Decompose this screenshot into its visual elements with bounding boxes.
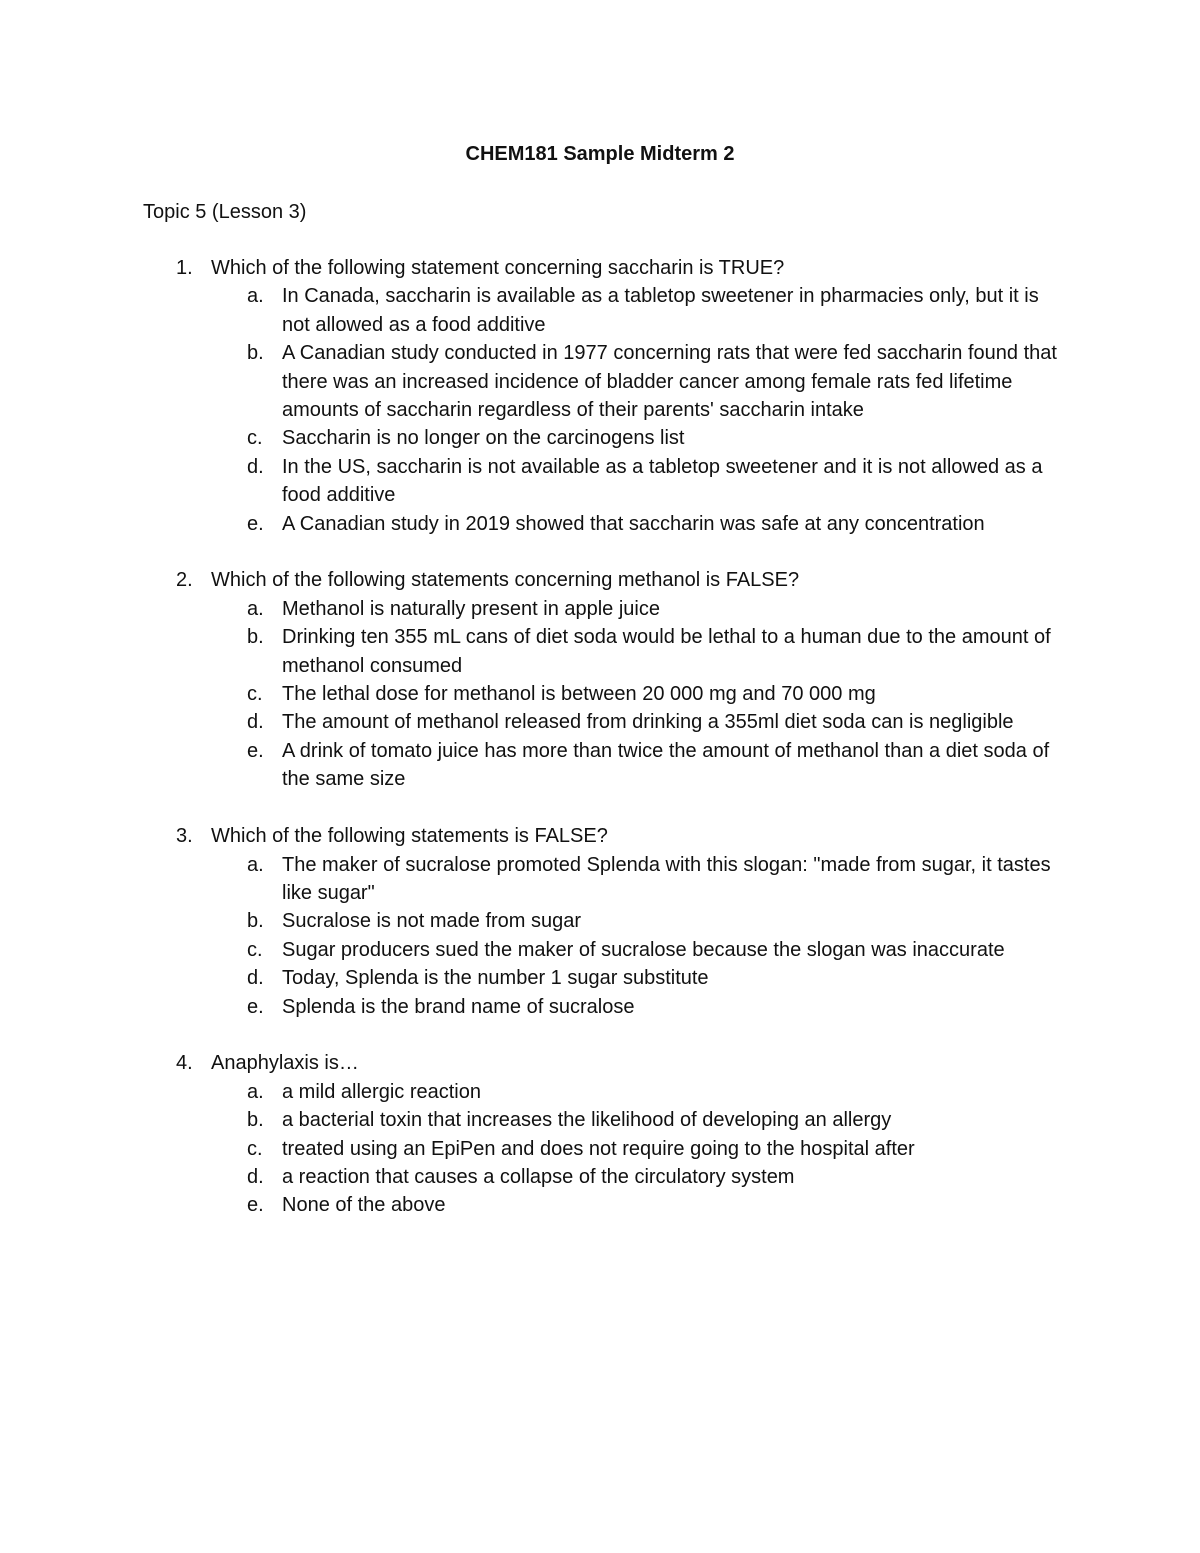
answer-option (0, 1191, 1072, 1219)
answer-option (0, 993, 1072, 1021)
question-number: 1. (176, 257, 193, 279)
option-text: In Canada, saccharin is available as a tabletop sweetener in pharmacies only, but it is not allowed as a food additive (282, 285, 1039, 336)
answer-option (0, 1078, 1072, 1106)
question-1 (0, 254, 1200, 538)
answer-option (0, 964, 1072, 992)
option-letter: a. (247, 853, 264, 876)
question-stem (0, 566, 1091, 594)
option-text: Sugar producers sued the maker of sucralose because the slogan was inaccurate (282, 938, 1005, 961)
answer-options (0, 282, 1200, 538)
option-text: The amount of methanol released from drinking a 355ml diet soda can is negligible (282, 711, 1014, 734)
answer-option (0, 424, 1072, 452)
answer-option (0, 623, 1072, 680)
question-number: 2. (176, 569, 193, 592)
option-text: A drink of tomato juice has more than twice the amount of methanol than a diet soda of the same size (282, 739, 1050, 791)
option-text: Methanol is naturally present in apple juice (282, 597, 660, 620)
answer-option (0, 680, 1072, 708)
option-letter: c. (247, 683, 263, 706)
answer-option (0, 339, 1072, 424)
question-text: Anaphylaxis is… (211, 1052, 359, 1075)
option-letter: c. (247, 1137, 263, 1160)
option-letter: b. (247, 342, 264, 365)
answer-option (0, 453, 1072, 510)
option-letter: e. (247, 995, 264, 1018)
answer-option (0, 737, 1072, 794)
option-letter: e. (247, 739, 264, 762)
answer-option (0, 510, 1072, 538)
option-letter: a. (247, 597, 264, 620)
option-letter: c. (247, 938, 263, 961)
answer-option (0, 1163, 1072, 1191)
question-text: Which of the following statements concerning methanol is FALSE? (211, 569, 800, 592)
option-letter: d. (247, 967, 264, 990)
option-text: Saccharin is no longer on the carcinogens list (282, 427, 685, 450)
question-stem (0, 822, 1091, 850)
option-letter: d. (247, 1165, 264, 1188)
option-text: Sucralose is not made from sugar (282, 910, 582, 933)
option-text: a bacterial toxin that increases the likelihood of developing an allergy (282, 1109, 892, 1132)
topic-heading: Topic 5 (Lesson 3) (143, 201, 307, 223)
option-text: In the US, saccharin is not available as a tabletop sweetener and it is not allowed as a food additive (282, 455, 1043, 507)
answer-option (0, 282, 1072, 339)
answer-option (0, 1135, 1072, 1163)
option-text: treated using an EpiPen and does not require going to the hospital after (282, 1137, 915, 1160)
option-text: Today, Splenda is the number 1 sugar substitute (282, 967, 709, 990)
answer-option (0, 907, 1072, 935)
question-stem (0, 1049, 1091, 1077)
question-text: Which of the following statements is FALSE? (211, 825, 608, 848)
option-text: a mild allergic reaction (282, 1080, 481, 1103)
option-text: A Canadian study conducted in 1977 concerning rats that were fed saccharin found that there was an increased incidence of bladder cancer among female rats fed lifetime amounts of saccharin regardless of their parents' saccharin intake (282, 342, 1057, 422)
option-letter: a. (247, 1080, 264, 1103)
question-text: Which of the following statement concerning saccharin is TRUE? (211, 257, 785, 279)
option-text: Splenda is the brand name of sucralose (282, 995, 635, 1018)
option-text: The lethal dose for methanol is between 20 000 mg and 70 000 mg (282, 683, 876, 706)
option-letter: d. (247, 455, 264, 478)
option-letter: b. (247, 1109, 264, 1132)
answer-options (0, 595, 1200, 794)
option-text: Drinking ten 355 mL cans of diet soda would be lethal to a human due to the amount of methanol consumed (282, 626, 1051, 677)
question-4 (0, 1049, 1200, 1219)
answer-option (0, 708, 1072, 736)
document-title: CHEM181 Sample Midterm 2 (465, 143, 735, 165)
answer-options (0, 851, 1200, 1021)
answer-option (0, 851, 1072, 908)
option-letter: d. (247, 711, 264, 734)
option-letter: c. (247, 427, 263, 450)
question-number: 4. (176, 1052, 193, 1075)
option-text: A Canadian study in 2019 showed that saccharin was safe at any concentration (282, 512, 985, 535)
answer-options (0, 1078, 1200, 1220)
answer-option (0, 595, 1072, 623)
option-letter: b. (247, 626, 264, 649)
option-text: The maker of sucralose promoted Splenda with this slogan: "made from sugar, it tastes like sugar" (282, 853, 1051, 904)
option-letter: e. (247, 1194, 264, 1217)
option-letter: a. (247, 285, 264, 308)
question-3 (0, 822, 1200, 1021)
option-text: None of the above (282, 1194, 446, 1217)
option-text: a reaction that causes a collapse of the circulatory system (282, 1165, 795, 1188)
question-list (0, 254, 1200, 1248)
option-letter: e. (247, 512, 264, 535)
option-letter: b. (247, 910, 264, 933)
answer-option (0, 1106, 1072, 1134)
answer-option (0, 936, 1072, 964)
question-stem (0, 254, 1091, 282)
question-2 (0, 566, 1200, 793)
question-number: 3. (176, 825, 193, 848)
